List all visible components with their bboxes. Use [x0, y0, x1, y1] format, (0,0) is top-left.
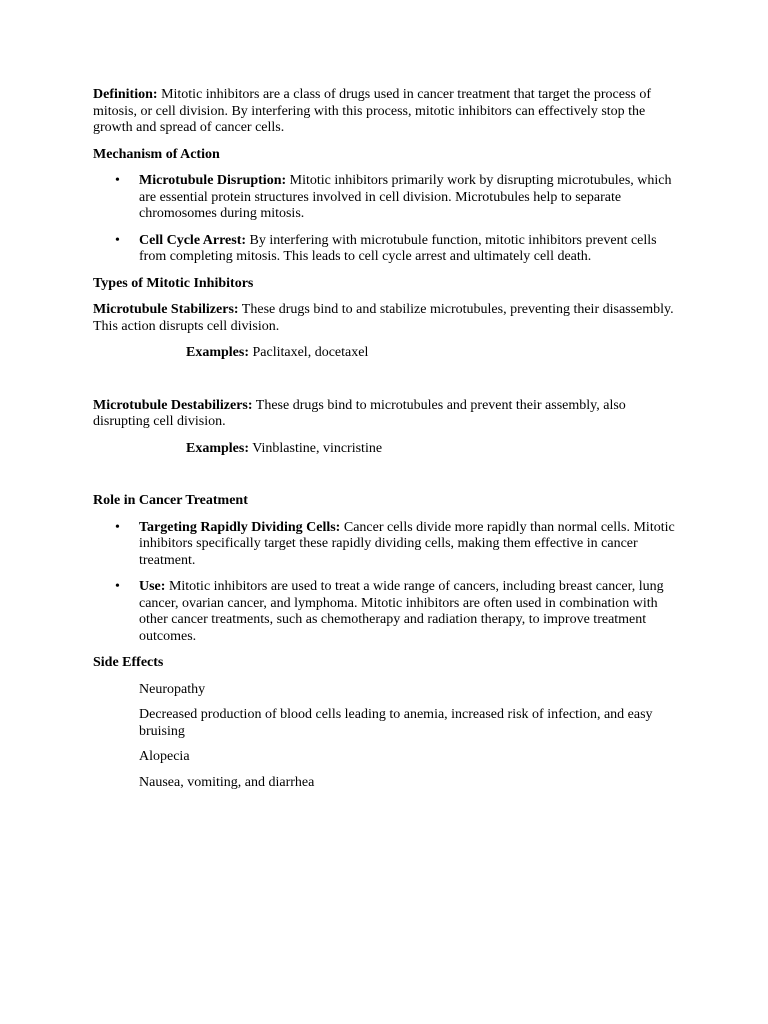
side-effect-item: Neuropathy: [139, 681, 206, 697]
examples-label: Examples:: [186, 440, 249, 456]
bullet-icon: •: [115, 232, 120, 248]
examples-text: Paclitaxel, docetaxel: [249, 345, 369, 360]
side-effects-heading: Side Effects: [93, 655, 164, 670]
types-heading: Types of Mitotic Inhibitors: [93, 275, 254, 291]
item-label: Use:: [139, 579, 166, 594]
bullet-icon: •: [115, 173, 120, 188]
spacer: [93, 467, 683, 493]
side-effect-item: Alopecia: [139, 749, 190, 764]
destabilizers-examples: [93, 441, 683, 458]
stabilizers-text: These drugs bind to and stabilize microtubules, preventing their disassembly. This action disrupts cell division.: [93, 302, 674, 334]
examples-label: Examples:: [186, 345, 249, 360]
list-item: [93, 173, 683, 223]
role-heading: Role in Cancer Treatment: [93, 493, 248, 508]
item-label: Cell Cycle Arrest:: [139, 232, 247, 248]
destabilizers-label: Microtubule Destabilizers:: [93, 397, 253, 413]
list-item: [93, 520, 683, 570]
definition-paragraph: [93, 87, 683, 137]
item-label: Microtubule Disruption:: [139, 173, 287, 188]
side-effect-item: Nausea, vomiting, and diarrhea: [139, 774, 315, 790]
item-text: Cancer cells divide more rapidly than normal cells. Mitotic inhibitors specifically target these rapidly dividing cells, making them effective in cancer treatment.: [139, 519, 675, 568]
mechanism-heading: Mechanism of Action: [93, 146, 220, 162]
examples-text: Vinblastine, vincristine: [249, 440, 383, 456]
list-item: [93, 233, 683, 266]
role-list: [93, 520, 683, 646]
bullet-icon: •: [115, 519, 120, 535]
side-effect-item: Decreased production of blood cells leading to anemia, increased risk of infection, and easy bruising: [139, 707, 653, 739]
side-effects-list: [93, 682, 683, 792]
spacer: [93, 372, 683, 398]
stabilizers-label: Microtubule Stabilizers:: [93, 302, 239, 317]
definition-text: Mitotic inhibitors are a class of drugs used in cancer treatment that target the process of mitosis, or cell division. By interfering with this process, mitotic inhibitors can effectively stop the growth and spread of cancer cells.: [93, 87, 652, 135]
mechanism-list: [93, 173, 683, 266]
item-text: By interfering with microtubule function, mitotic inhibitors prevent cells from completing mitosis. This leads to cell cycle arrest and ultimately cell death.: [139, 232, 657, 264]
destabilizers-paragraph: [93, 398, 683, 431]
item-text: Mitotic inhibitors are used to treat a wide range of cancers, including breast cancer, lung cancer, ovarian cancer, and lymphoma. Mitotic inhibitors are often used in combination with other cancer treatments, such as chemotherapy and radiation therapy, to improve treatment outcomes.: [139, 579, 664, 644]
destabilizers-text: These drugs bind to microtubules and prevent their assembly, also disrupting cell division.: [93, 397, 626, 429]
document-page: [93, 87, 683, 800]
item-text: Mitotic inhibitors primarily work by disrupting microtubules, which are essential protein structures involved in cell division. Microtubules help to separate chromosomes during mitosis.: [139, 173, 672, 221]
bullet-icon: •: [115, 579, 120, 594]
item-label: Targeting Rapidly Dividing Cells:: [139, 519, 341, 535]
definition-label: Definition:: [93, 87, 158, 102]
list-item: [93, 579, 683, 645]
stabilizers-examples: [93, 345, 683, 362]
stabilizers-paragraph: [93, 302, 683, 335]
